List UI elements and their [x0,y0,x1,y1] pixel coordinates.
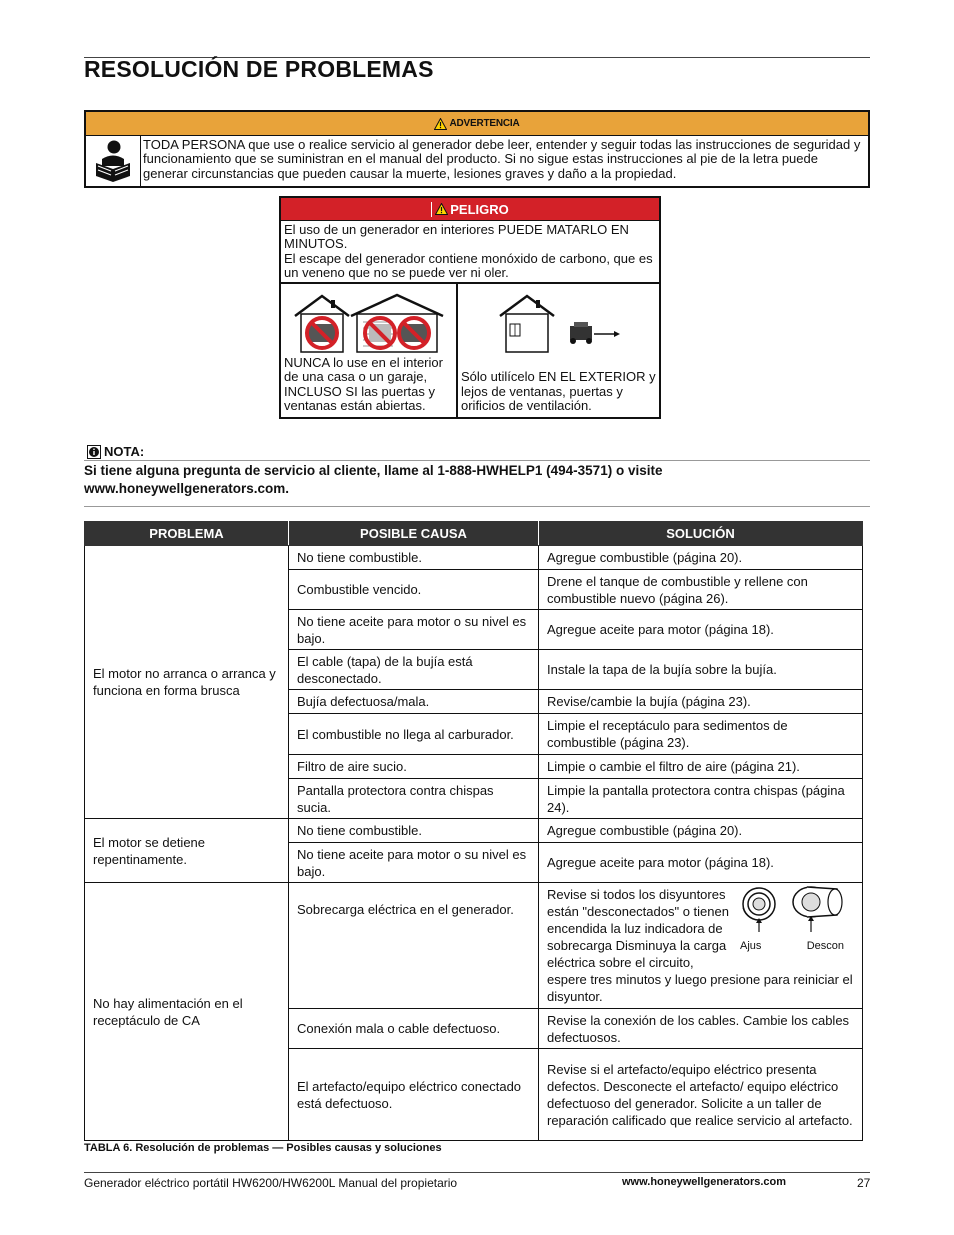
footer-manual-title: Generador eléctrico portátil HW6200/HW6200L Manual del propietario [84,1176,458,1190]
danger-box [279,196,661,419]
danger-triangle-icon [435,203,448,215]
cause-cell: No tiene combustible. [289,546,539,570]
solution-cell: Agregue aceite para motor (página 18). [539,610,863,650]
danger-outdoor-caption: Sólo utilícelo EN EL EXTERIOR y lejos de ventanas, puertas y orificios de ventilación. [461,369,656,413]
cause-cell: Filtro de aire sucio. [289,755,539,779]
warning-box [84,110,870,188]
header-cause: POSIBLE CAUSA [289,522,539,546]
troubleshooting-table [84,521,863,1141]
table-row [85,883,863,1009]
solution-text-a: Revise si todos los disyuntores están "desconectados" o tienen encendida la luz indicadora de sobrecarga Disminuya la carga eléctrica sobre el circuito, [547,887,729,970]
circuit-breaker-figure [734,886,854,955]
warning-triangle-icon [434,118,447,130]
problem-cell: No hay alimentación en el receptáculo de CA [85,883,289,1141]
problem-cell: El motor se detiene repentinamente. [85,819,289,883]
header-problem: PROBLEMA [85,522,289,546]
warning-label: ADVERTENCIA [449,118,520,129]
note-rule-top [84,460,870,461]
problem-cell: El motor no arranca o arranca y funciona en forma brusca [85,546,289,819]
read-manual-icon [86,136,141,186]
header-solution: SOLUCIÓN [539,522,863,546]
solution-cell: Limpie el receptáculo para sedimentos de combustible (página 23). [539,714,863,755]
danger-outdoor-panel [458,284,659,417]
info-icon [87,445,101,459]
solution-cell: Agregue combustible (página 20). [539,819,863,843]
no-indoor-use-icon [293,292,453,354]
note-label [87,444,144,459]
note-rule-bottom [84,506,870,507]
solution-cell: Agregue aceite para motor (página 18). [539,843,863,883]
cause-cell: Pantalla protectora contra chispas sucia. [289,779,539,819]
solution-cell: Revise/cambie la bujía (página 23). [539,690,863,714]
solution-cell: Revise si el artefacto/equipo eléctrico presenta defectos. Desconecte el artefacto/ equipo eléctrico defectuoso del generador. Solicite a un taller de reparación calificado que realice servicio al artefacto. [539,1049,863,1141]
cause-cell: El artefacto/equipo eléctrico conectado está defectuoso. [289,1049,539,1141]
cause-cell: Bujía defectuosa/mala. [289,690,539,714]
danger-line-1: El uso de un generador en interiores PUEDE MATARLO EN MINUTOS. [284,222,629,252]
danger-indoor-panel [281,284,458,417]
outdoor-use-icon [498,294,638,354]
danger-line-2: El escape del generador contiene monóxido de carbono, que es un veneno que no se puede ver ni oler. [284,250,653,280]
page-title: RESOLUCIÓN DE PROBLEMAS [84,56,434,82]
solution-cell [539,883,863,1009]
cause-cell: No tiene aceite para motor o su nivel es bajo. [289,843,539,883]
footer-website: www.honeywellgenerators.com [622,1176,787,1188]
breaker-label-set: Ajus [740,940,762,952]
solution-cell: Drene el tanque de combustible y rellene con combustible nuevo (página 26). [539,570,863,610]
cause-cell: El cable (tapa) de la bujía está desconectado. [289,650,539,690]
cause-cell: Combustible vencido. [289,570,539,610]
cause-cell: No tiene combustible. [289,819,539,843]
danger-header [281,198,659,221]
cause-cell: Conexión mala o cable defectuoso. [289,1009,539,1049]
circuit-breaker-icon [739,886,849,934]
solution-text-b: espere tres minutos y luego presione para reiniciar el disyuntor. [547,972,853,1004]
warning-text: TODA PERSONA que use o realice servicio al generador debe leer, entender y seguir todas las instrucciones de seguridad y funcionamiento que se suministran en el manual del producto. Si no sigue estas instrucciones al pie de la letra puede generar circunstancias que pueden causar la muerte, lesiones graves y daño a la propiedad. [143,137,861,181]
danger-label: PELIGRO [450,201,509,217]
note-label-text: NOTA: [104,444,145,459]
warning-header [86,112,868,136]
danger-indoor-caption: NUNCA lo use en el interior de una casa o un garaje, INCLUSO SI las puertas y ventanas están abiertas. [284,355,443,413]
cause-cell: El combustible no llega al carburador. [289,714,539,755]
footer-rule [84,1172,870,1173]
solution-cell: Instale la tapa de la bujía sobre la bujía. [539,650,863,690]
cause-cell: Sobrecarga eléctrica en el generador. [289,883,539,1009]
solution-cell: Revise la conexión de los cables. Cambie los cables defectuosos. [539,1009,863,1049]
solution-cell: Limpie o cambie el filtro de aire (página 21). [539,755,863,779]
page-number: 27 [857,1176,871,1190]
solution-cell: Limpie la pantalla protectora contra chispas (página 24). [539,779,863,819]
cause-cell: No tiene aceite para motor o su nivel es bajo. [289,610,539,650]
table-row [85,546,863,570]
table-caption: TABLA 6. Resolución de problemas — Posibles causas y soluciones [84,1142,442,1154]
breaker-label-off: Descon [806,940,844,952]
solution-cell: Agregue combustible (página 20). [539,546,863,570]
danger-text [281,221,659,284]
table-row [85,819,863,843]
note-text: Si tiene alguna pregunta de servicio al cliente, llame al 1-888-HWHELP1 (494-3571) o visite www.honeywellgenerators.com. [84,463,663,496]
